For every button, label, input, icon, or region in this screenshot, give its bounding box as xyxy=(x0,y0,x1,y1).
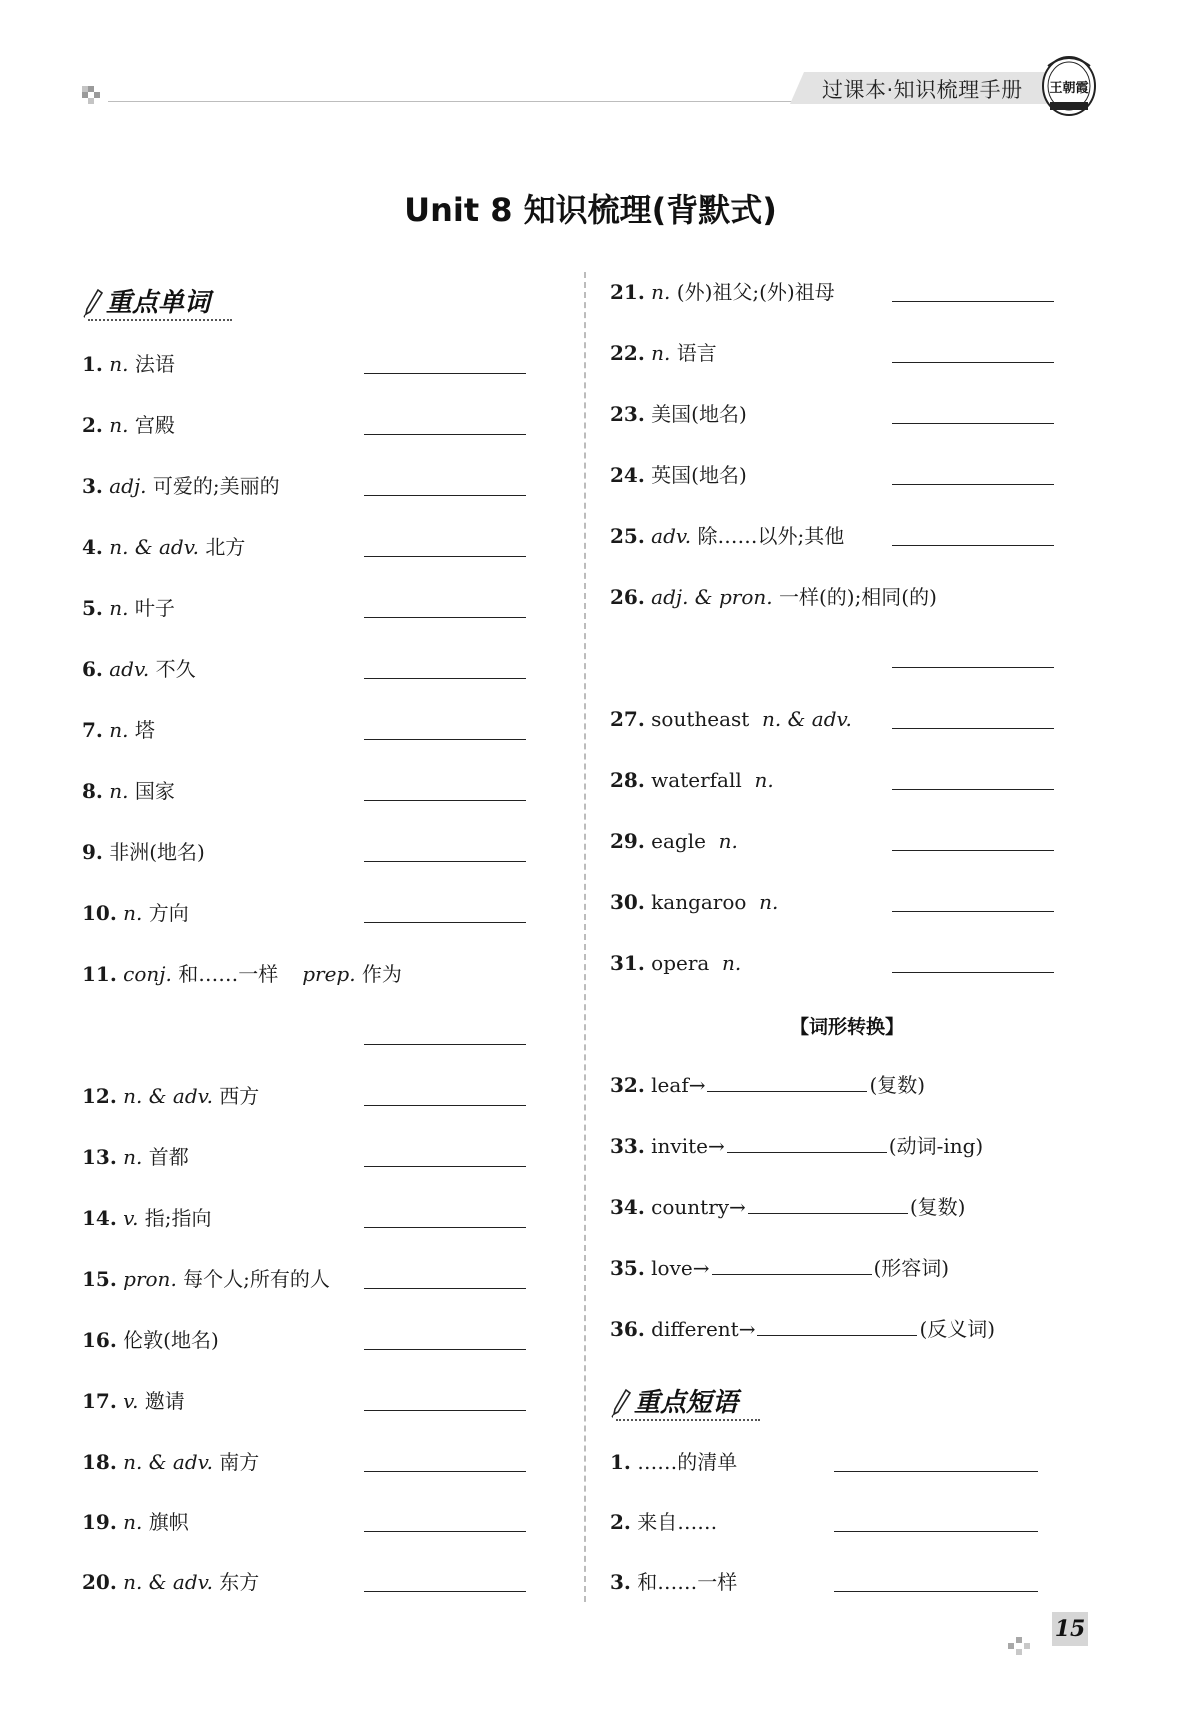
answer-blank-24[interactable] xyxy=(892,484,1054,485)
word-item-11: 11. conj. 和……一样 prep. 作为 xyxy=(82,962,402,986)
answer-blank-28[interactable] xyxy=(892,789,1054,790)
word-item-14: 14. v. 指;指向 xyxy=(82,1206,212,1230)
word-item-29: 29. eagle n. xyxy=(610,829,738,853)
word-item-28: 28. waterfall n. xyxy=(610,768,774,792)
page-title: Unit 8 知识梳理(背默式) xyxy=(404,191,777,229)
book-title: 过课本·知识梳理手册 xyxy=(822,78,1023,102)
word-item-1: 1. n. 法语 xyxy=(82,352,175,376)
word-item-3: 3. adj. 可爱的;美丽的 xyxy=(82,474,280,498)
phrase-item-3: 3. 和……一样 xyxy=(610,1570,738,1594)
answer-blank-12[interactable] xyxy=(364,1105,526,1106)
answer-blank-32[interactable] xyxy=(707,1073,867,1092)
word-item-5: 5. n. 叶子 xyxy=(82,596,175,620)
answer-blank-8[interactable] xyxy=(364,800,526,801)
answer-blank-9[interactable] xyxy=(364,861,526,862)
phrase-item-1: 1. ……的清单 xyxy=(610,1450,738,1474)
word-item-21: 21. n. (外)祖父;(外)祖母 xyxy=(610,280,835,304)
word-item-9: 9. 非洲(地名) xyxy=(82,840,205,864)
word-item-26: 26. adj. & pron. 一样(的);相同(的) xyxy=(610,585,937,609)
phrase-blank-1[interactable] xyxy=(834,1471,1038,1472)
answer-blank-29[interactable] xyxy=(892,850,1054,851)
section-title: 重点单词 xyxy=(106,288,211,318)
word-item-18: 18. n. & adv. 南方 xyxy=(82,1450,260,1474)
svg-text:王朝霞: 王朝霞 xyxy=(1049,81,1089,96)
section-title: 重点短语 xyxy=(634,1388,739,1418)
answer-blank-7[interactable] xyxy=(364,739,526,740)
answer-blank-22[interactable] xyxy=(892,362,1054,363)
word-item-30: 30. kangaroo n. xyxy=(610,890,779,914)
answer-blank-23[interactable] xyxy=(892,423,1054,424)
word-item-25: 25. adv. 除……以外;其他 xyxy=(610,524,845,548)
word-item-16: 16. 伦敦(地名) xyxy=(82,1328,219,1352)
word-item-19: 19. n. 旗帜 xyxy=(82,1510,189,1534)
answer-blank-17[interactable] xyxy=(364,1410,526,1411)
answer-blank-15[interactable] xyxy=(364,1288,526,1289)
answer-blank-10[interactable] xyxy=(364,922,526,923)
answer-blank-14[interactable] xyxy=(364,1227,526,1228)
word-item-12: 12. n. & adv. 西方 xyxy=(82,1084,260,1108)
publisher-seal-logo xyxy=(1040,52,1098,118)
word-item-13: 13. n. 首都 xyxy=(82,1145,189,1169)
word-item-7: 7. n. 塔 xyxy=(82,718,155,742)
answer-blank-11[interactable] xyxy=(364,1044,526,1045)
column-divider xyxy=(584,272,586,1602)
answer-blank-20[interactable] xyxy=(364,1591,526,1592)
word-item-27: 27. southeast n. & adv. xyxy=(610,707,852,731)
answer-blank-36[interactable] xyxy=(757,1317,917,1336)
header-decoration-dots xyxy=(82,86,112,106)
answer-blank-33[interactable] xyxy=(727,1134,887,1153)
answer-blank-13[interactable] xyxy=(364,1166,526,1167)
footer-decoration-dots xyxy=(1008,1635,1038,1655)
word-item-4: 4. n. & adv. 北方 xyxy=(82,535,246,559)
phrase-item-2: 2. 来自…… xyxy=(610,1510,718,1534)
answer-blank-6[interactable] xyxy=(364,678,526,679)
answer-blank-34[interactable] xyxy=(748,1195,908,1214)
word-item-10: 10. n. 方向 xyxy=(82,901,189,925)
word-item-24: 24. 英国(地名) xyxy=(610,463,747,487)
word-forms-heading: 【词形转换】 xyxy=(790,1016,905,1038)
word-item-22: 22. n. 语言 xyxy=(610,341,717,365)
answer-blank-26[interactable] xyxy=(892,667,1054,668)
phrase-blank-3[interactable] xyxy=(834,1591,1038,1592)
answer-blank-30[interactable] xyxy=(892,911,1054,912)
answer-blank-3[interactable] xyxy=(364,495,526,496)
word-form-item-32: 32. leaf→ (复数) xyxy=(610,1073,926,1097)
word-item-2: 2. n. 宫殿 xyxy=(82,413,175,437)
answer-blank-1[interactable] xyxy=(364,373,526,374)
word-form-item-33: 33. invite→ (动词-ing) xyxy=(610,1134,984,1158)
word-form-item-34: 34. country→ (复数) xyxy=(610,1195,966,1219)
answer-blank-27[interactable] xyxy=(892,728,1054,729)
key-words-heading xyxy=(82,282,232,318)
answer-blank-35[interactable] xyxy=(712,1256,872,1275)
answer-blank-18[interactable] xyxy=(364,1471,526,1472)
answer-blank-19[interactable] xyxy=(364,1531,526,1532)
answer-blank-21[interactable] xyxy=(892,301,1054,302)
word-item-15: 15. pron. 每个人;所有的人 xyxy=(82,1267,330,1291)
answer-blank-31[interactable] xyxy=(892,972,1054,973)
phrase-blank-2[interactable] xyxy=(834,1531,1038,1532)
answer-blank-4[interactable] xyxy=(364,556,526,557)
answer-blank-16[interactable] xyxy=(364,1349,526,1350)
pen-icon xyxy=(82,288,104,318)
page-number: 15 xyxy=(1052,1612,1088,1646)
word-item-8: 8. n. 国家 xyxy=(82,779,175,803)
word-form-item-35: 35. love→ (形容词) xyxy=(610,1256,950,1280)
word-form-item-36: 36. different→ (反义词) xyxy=(610,1317,996,1341)
word-item-6: 6. adv. 不久 xyxy=(82,657,196,681)
pen-icon xyxy=(610,1388,632,1418)
word-item-17: 17. v. 邀请 xyxy=(82,1389,185,1413)
answer-blank-25[interactable] xyxy=(892,545,1054,546)
key-phrases-heading xyxy=(610,1382,760,1418)
answer-blank-5[interactable] xyxy=(364,617,526,618)
word-item-31: 31. opera n. xyxy=(610,951,742,975)
answer-blank-2[interactable] xyxy=(364,434,526,435)
word-item-23: 23. 美国(地名) xyxy=(610,402,747,426)
word-item-20: 20. n. & adv. 东方 xyxy=(82,1570,260,1594)
